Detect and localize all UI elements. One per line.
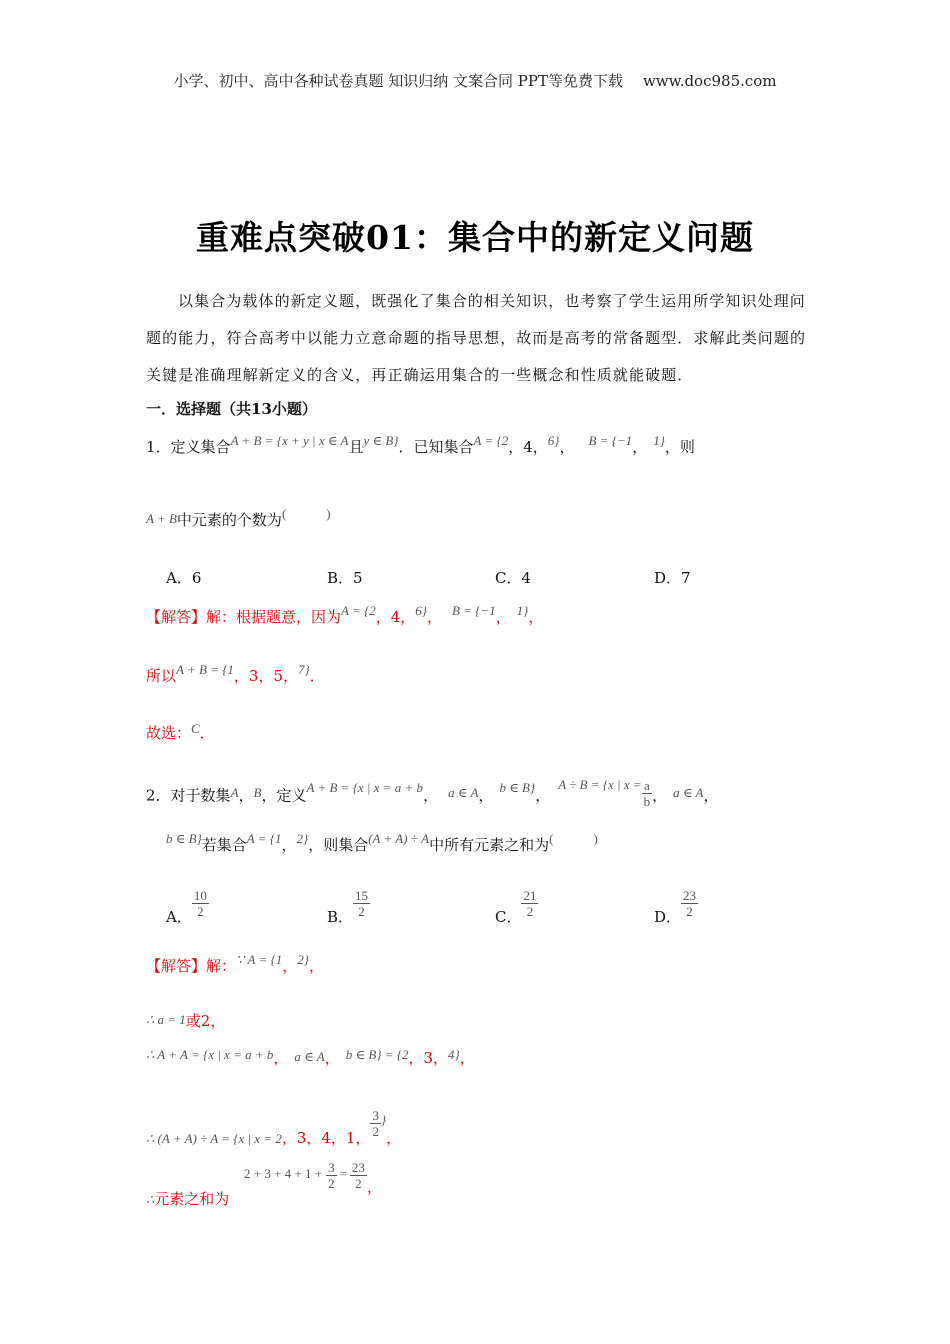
q2-option-b-fraction: $\frac{15}{2}$ bbox=[355, 888, 369, 919]
q1-math-set-a: A = {2 bbox=[473, 433, 509, 448]
q2-frac-num: a bbox=[643, 778, 650, 793]
q2-math-def2: A ÷ B = {x | x = bbox=[558, 776, 642, 792]
q2-number: 2． bbox=[146, 786, 171, 805]
q1-sol-text: 所以 bbox=[146, 667, 177, 685]
q1-sol-math: B = {−1 bbox=[451, 603, 496, 618]
q1-option-c[interactable]: C．4 bbox=[495, 569, 532, 587]
q1-option-a[interactable]: A．6 bbox=[166, 569, 202, 587]
q2-text: ， bbox=[703, 786, 719, 805]
q1-solution-head: 【解答】解：根据题意，因为 bbox=[146, 608, 342, 626]
q2-sol-text: ， bbox=[459, 1049, 475, 1067]
q1-stem-line2 bbox=[146, 506, 331, 530]
q2-sol-math: b ∈ B} = {2 bbox=[345, 1047, 409, 1062]
q1-sol-text: 故选： bbox=[146, 724, 192, 742]
q1-math: A + B bbox=[146, 511, 177, 526]
q1-sol-math: 7} bbox=[298, 662, 310, 677]
q1-math-set-b: B = {−1 bbox=[588, 433, 633, 448]
q1-text: ， bbox=[632, 438, 648, 456]
q1-answer-blank: ) bbox=[326, 506, 331, 521]
q2-sol-sum-fraction bbox=[326, 1160, 337, 1191]
q2-text: ， bbox=[281, 836, 297, 854]
q2-text: ， bbox=[478, 786, 494, 805]
q2-text: 中所有元素之和为 bbox=[429, 836, 550, 854]
q1-sol-math: A = {2 bbox=[341, 603, 376, 618]
q2-option-c[interactable]: C． $\frac{21}{2}$ bbox=[495, 888, 537, 926]
q2-sol-math: 2} bbox=[297, 952, 309, 967]
q1-option-b[interactable]: B．5 bbox=[327, 569, 363, 587]
q2-text: ， bbox=[535, 786, 551, 805]
q1-sol-text: ， bbox=[495, 608, 511, 626]
q1-text: ，4， bbox=[508, 438, 548, 456]
q2-solution-line1 bbox=[146, 952, 324, 976]
q2-sol-text: ， bbox=[324, 1049, 340, 1067]
q2-sol-frac-num: 23 bbox=[351, 1160, 365, 1175]
q1-sol-math: A + B = {1 bbox=[176, 662, 234, 677]
q2-text: ， bbox=[238, 786, 254, 805]
q2-sol-math: ∴ a = 1 bbox=[146, 1012, 186, 1027]
section-heading: 一．选择题（共13小题） bbox=[146, 400, 317, 418]
q1-math-def: A + B = {x + y | x ∈ A bbox=[230, 433, 349, 448]
q2-solution-line5 bbox=[146, 1188, 229, 1209]
q2-sol-frac-num: 3 bbox=[372, 1108, 379, 1123]
q2-option-d[interactable]: D． $\frac{23}{2}$ bbox=[654, 888, 697, 926]
header-site-link[interactable]: www.doc985.com bbox=[642, 72, 777, 90]
q2-solution-head: 【解答】解： bbox=[146, 957, 237, 975]
q2-option-a-fraction: $\frac{10}{2}$ bbox=[193, 888, 207, 919]
q2-stem-line2 bbox=[166, 831, 598, 855]
q2-option-d-fraction: $\frac{23}{2}$ bbox=[683, 888, 697, 919]
q1-math: 1} bbox=[653, 433, 665, 448]
q1-sol-text: ． bbox=[309, 667, 325, 685]
q1-answer-blank: ( bbox=[281, 506, 287, 521]
q2-sol-result-fraction bbox=[350, 1160, 367, 1191]
q2-math: A bbox=[230, 784, 239, 800]
q2-option-c-fraction: $\frac{21}{2}$ bbox=[523, 888, 537, 919]
q2-math: a ∈ A bbox=[448, 784, 479, 800]
q2-math: B bbox=[253, 784, 262, 800]
q1-number: 1． bbox=[146, 438, 171, 456]
q2-sol-text: 元素之和为 bbox=[154, 1190, 230, 1208]
q2-solution-sum-expression bbox=[244, 1160, 382, 1196]
q2-math: A = {1 bbox=[246, 831, 282, 846]
q1-solution-line3 bbox=[146, 722, 215, 743]
q2-option-a[interactable]: A． $\frac{10}{2}$ bbox=[166, 888, 207, 926]
q1-sol-text: ，4， bbox=[375, 608, 416, 626]
page-header bbox=[0, 70, 950, 91]
q1-text: 中元素的个数为 bbox=[176, 511, 282, 529]
q1-sol-math: 6} bbox=[415, 603, 427, 618]
q2-sol-frac-den: 2 bbox=[355, 1176, 362, 1191]
q2-fraction bbox=[642, 778, 653, 809]
q2-sol-frac-den: 2 bbox=[328, 1176, 335, 1191]
q1-sol-math: 1} bbox=[516, 603, 529, 618]
page-title: 重难点突破01：集合中的新定义问题 bbox=[196, 218, 754, 257]
q2-text: ，定义 bbox=[261, 786, 307, 805]
q2-sol-math: = bbox=[339, 1166, 347, 1181]
q2-solution-line2 bbox=[146, 1010, 225, 1031]
q2-text: 对于数集 bbox=[170, 786, 231, 805]
q1-sol-text: ， bbox=[426, 608, 442, 626]
q2-math: a ∈ A bbox=[673, 784, 704, 800]
q2-text: 若集合 bbox=[201, 836, 247, 854]
q2-math: 2} bbox=[296, 831, 309, 846]
q2-math: b ∈ B} bbox=[499, 779, 536, 795]
q2-sol-math: ∴ (A + A) ÷ A = {x | x = 2 bbox=[146, 1130, 282, 1146]
q2-sol-frac-num: 3 bbox=[328, 1160, 335, 1175]
q2-answer-blank: ( bbox=[549, 831, 554, 846]
q2-sol-frac-den: 2 bbox=[372, 1124, 379, 1139]
q2-sol-math: 4} bbox=[448, 1047, 460, 1062]
q1-text: ．已知集合 bbox=[398, 438, 474, 456]
q1-sol-text: ，3，5， bbox=[233, 667, 298, 685]
q1-math-def-b: y ∈ B} bbox=[363, 433, 399, 448]
q2-text: ，则集合 bbox=[308, 836, 369, 854]
q1-solution-line2 bbox=[146, 662, 325, 686]
q1-option-d[interactable]: D．7 bbox=[654, 569, 691, 587]
q2-math-def: A + B = {x | x = a + b bbox=[306, 779, 424, 795]
q2-sol-text: ，3， bbox=[408, 1049, 449, 1067]
q2-sol-math: 2 + 3 + 4 + 1 + bbox=[244, 1166, 323, 1181]
q2-option-b[interactable]: B． $\frac{15}{2}$ bbox=[327, 888, 369, 926]
intro-text: 以集合为载体的新定义题，既强化了集合的相关知识，也考察了学生运用所学知识处理问题的能力，符合高考中以能力立意命题的指导思想，故而是高考的常备题型．求解此类问题的关键是准确理解新定义的含义，再正确运用集合的一些概念和性质就能破题． bbox=[146, 292, 807, 384]
q2-sol-therefore: ∴ bbox=[146, 1192, 155, 1207]
q1-text: 定义集合 bbox=[170, 438, 231, 456]
q2-math: b ∈ B} bbox=[166, 831, 202, 846]
q2-sol-text: ， bbox=[386, 1128, 402, 1147]
q1-stem-line1 bbox=[146, 433, 695, 457]
q1-solution-line1 bbox=[146, 603, 544, 627]
q2-sol-fraction bbox=[370, 1108, 381, 1139]
q2-sol-math: ∴ A + A = {x | x = a + b bbox=[146, 1047, 274, 1062]
q2-text: ， bbox=[423, 786, 439, 805]
q2-solution-line3 bbox=[146, 1047, 475, 1068]
q2-frac-den: b bbox=[643, 794, 651, 809]
q1-text: ，则 bbox=[664, 438, 695, 456]
q2-sol-text: 或2， bbox=[185, 1012, 226, 1030]
header-text: 小学、初中、高中各种试卷真题 知识归纳 文案合同 PPT等免费下载 bbox=[173, 72, 623, 90]
q2-text: ， bbox=[652, 786, 668, 805]
q2-answer-blank: ) bbox=[593, 831, 598, 846]
q2-math: (A + A) ÷ A bbox=[368, 831, 430, 846]
q1-sol-text: ． bbox=[199, 724, 215, 742]
q2-sol-text: ， bbox=[308, 957, 324, 975]
q2-solution-line4 bbox=[146, 1108, 402, 1147]
q2-stem-line1 bbox=[146, 776, 719, 812]
q1-text-and: 且 bbox=[348, 438, 364, 456]
intro-paragraph bbox=[146, 283, 810, 394]
q1-text: ， bbox=[559, 438, 575, 456]
q2-sol-math: ∵ A = {1 bbox=[236, 952, 283, 967]
q2-sol-text: ，3，4，1， bbox=[281, 1128, 371, 1147]
q1-math: 6} bbox=[547, 433, 560, 448]
q2-sol-math: a ∈ A bbox=[294, 1049, 325, 1064]
q2-sol-math: } bbox=[380, 1111, 387, 1127]
q1-sol-text: ， bbox=[528, 608, 544, 626]
q2-sol-text: ， bbox=[273, 1049, 289, 1067]
q2-sol-text: ， bbox=[282, 957, 298, 975]
q1-sol-answer: C bbox=[191, 721, 200, 736]
q2-sol-text: ， bbox=[366, 1178, 382, 1196]
